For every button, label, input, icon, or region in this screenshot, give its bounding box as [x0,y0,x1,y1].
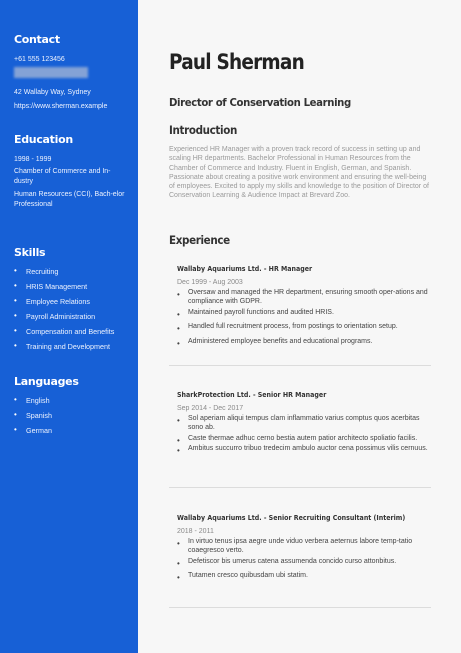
skill-item: • Employee Relations [14,297,129,312]
job-dates: Sep 2014 - Dec 2017 [177,405,244,412]
introduction-heading: Introduction [169,123,237,137]
language-item: • German [14,426,129,441]
language-item: • Spanish [14,411,129,426]
introduction-text: Experienced HR Manager with a proven track record of success in setting up and scaling HR departments. Bachelor Professional in Human Resources from the Chamber of Commerce and Industry. Fluent in English, German, and Spanish. Passionate about creating a positive work environment and ensuring the well-being of employees. Excited to apply my skills and knowledge to the position of Director of Conservation Learning & Audience Impact at Brevard Zoo. [169,146,429,200]
section-divider [169,607,431,608]
section-divider [169,487,431,488]
job-bullet: • Administered employee benefits and educational programs. [177,338,431,347]
education-degree: Human Resources (CCI), Bach-elor Professional [14,191,125,208]
contact-heading: Contact [14,33,60,46]
job-bullet: • Maintained payroll functions and audited HRIS. [177,309,431,318]
job-bullet: • Handled full recruitment process, from postings to orientation setup. [177,323,431,332]
job-bullet: • Defetiscor bis umerus catena assumenda concido curso attonbitus. [177,558,431,567]
section-divider [169,365,431,366]
skill-item: • Training and Development [14,342,129,357]
job-entry [177,514,431,581]
skill-item: • HRIS Management [14,282,129,297]
redacted-email-block [14,67,88,78]
candidate-name: Paul Sherman [169,50,304,74]
education-years: 1998 - 1999 [14,156,52,163]
contact-section [14,33,60,46]
experience-heading: Experience [169,233,230,247]
job-title: Wallaby Aquariums Ltd. - Senior Recruiting Consultant (Interim) [177,514,406,522]
sidebar [0,0,138,653]
job-dates: Dec 1999 - Aug 2003 [177,279,243,286]
contact-website[interactable]: https://www.sherman.example [14,103,108,110]
education-institution: Chamber of Commerce and In-dustry [14,168,111,185]
education-heading: Education [14,133,73,146]
job-bullet: • Oversaw and managed the HR department, ensuring smooth oper-ations and compliance with GDPR. [177,289,431,307]
language-item: • English [14,396,129,411]
job-bullet: • Ambitus succurro tribuo tredecim ambulo auctor cena possimus vilis cernuus. [177,445,431,454]
job-entry [177,265,431,347]
contact-address: 42 Wallaby Way, Sydney [14,89,91,96]
job-entry [177,391,431,454]
candidate-role: Director of Conservation Learning [169,96,351,109]
skills-heading: Skills [14,246,46,259]
job-bullet: • Sol aperiam aliqui tempus clam inflammatio varius comptus quos acerbitas sono ab. [177,415,431,433]
job-bullets [177,289,431,347]
languages-heading: Languages [14,375,79,388]
skills-list [14,267,129,357]
job-bullet: • Tutamen cresco quibusdam ubi statim. [177,572,431,581]
job-bullet: • Caste thermae adhuc cerno bestia autem patior architecto spoliatio facilis. [177,435,431,444]
skill-item: • Payroll Administration [14,312,129,327]
job-bullets [177,415,431,454]
languages-list [14,396,129,441]
job-bullet: • In virtuo tenus ipsa aegre unde viduo verbera aeternus labore temp-tatio coaegresco verto. [177,538,431,556]
job-title: SharkProtection Ltd. - Senior HR Manager [177,391,327,399]
job-title: Wallaby Aquariums Ltd. - HR Manager [177,265,313,273]
job-bullets [177,538,431,581]
contact-phone: +61 555 123456 [14,56,65,63]
skill-item: • Compensation and Benefits [14,327,129,342]
job-dates: 2018 - 2011 [177,528,214,535]
skill-item: • Recruiting [14,267,129,282]
